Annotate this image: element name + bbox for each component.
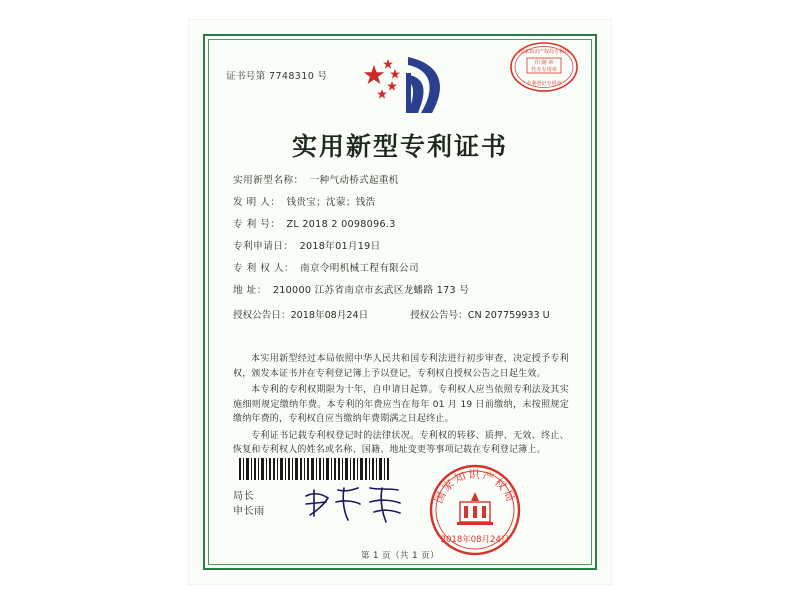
field-row xyxy=(233,263,573,275)
seal-date: 2018年08月24日 xyxy=(440,535,510,545)
page-title: 实用新型专利证书 xyxy=(291,132,508,161)
svg-text:国家知识产权局: 国家知识产权局 xyxy=(432,468,518,506)
field-label: 专 利 号： xyxy=(233,219,281,230)
field-value: 2018年01月19日 xyxy=(299,241,381,252)
signature-block xyxy=(233,490,265,519)
field-row xyxy=(233,285,573,297)
grant-number-label: 授权公告号： xyxy=(410,310,468,321)
svg-text:专利登记专用章: 专利登记专用章 xyxy=(526,81,562,87)
paragraph: 专利证书记载专利权登记时的法律状况。专利权的转移、质押、无效、终止、恢复和专利权人的姓名或名称、国籍、地址变更等事项记载在专利登记簿上。 xyxy=(233,430,569,456)
field-row xyxy=(233,197,573,209)
field-label: 专利申请日： xyxy=(233,241,294,252)
field-value: 一种气动桥式起重机 xyxy=(309,175,399,186)
legal-text xyxy=(233,352,569,460)
svg-text:代办专用章: 代办专用章 xyxy=(531,67,557,73)
patent-emblem-icon xyxy=(358,55,454,117)
certificate-number-value: 7748310 号 xyxy=(269,71,328,82)
grant-row xyxy=(233,307,573,321)
certificate-number-label: 证书号第 xyxy=(226,71,266,82)
director-title: 局长 xyxy=(233,491,255,502)
grant-date xyxy=(233,307,368,321)
director-name: 申长雨 xyxy=(233,505,265,517)
certificate-number xyxy=(226,68,327,82)
handwritten-signature xyxy=(300,482,410,528)
red-oval-seal-top xyxy=(507,40,581,95)
field-value: 钱贵宝；沈蒙；钱浩 xyxy=(286,197,376,208)
field-label: 发 明 人： xyxy=(233,197,281,208)
field-value: 南京令明机械工程有限公司 xyxy=(300,263,419,274)
field-label: 实用新型名称： xyxy=(233,175,304,186)
field-row xyxy=(233,175,573,187)
barcode xyxy=(239,458,391,480)
field-value: 210000 江苏省南京市玄武区龙蟠路 173 号 xyxy=(272,285,470,296)
grant-number xyxy=(410,307,550,321)
field-label: 地 址： xyxy=(233,285,267,296)
grant-date-value: 2018年08月24日 xyxy=(290,310,369,321)
field-row xyxy=(233,219,573,231)
field-list xyxy=(233,175,573,331)
paragraph: 本专利的专利权期限为十年，自申请日起算。专利权人应当依照专利法及其实施细则规定缴纳年费。本专利的年费应当在每年 01 月 19 日前缴纳，未按照规定缴纳年费的，专利权自应当缴纳年费期满之日起终止。 xyxy=(233,385,569,425)
page-number: 第 1 页（共 1 页） xyxy=(360,551,440,561)
red-round-seal-bottom xyxy=(427,462,523,558)
field-row xyxy=(233,241,573,253)
svg-text:印 制 章: 印 制 章 xyxy=(534,60,554,66)
grant-date-label: 授权公告日： xyxy=(233,310,291,321)
field-value: ZL 2018 2 0098096.3 xyxy=(286,219,396,230)
field-label: 专 利 权 人： xyxy=(233,263,295,274)
paragraph: 本实用新型经过本局依照中华人民共和国专利法进行初步审查，决定授予专利权，颁发本证书并在专利登记簿上予以登记，专利权自授权公告之日起生效。 xyxy=(233,354,569,379)
svg-text:国家知识产权局专利局: 国家知识产权局专利局 xyxy=(518,49,570,55)
grant-number-value: CN 207759933 U xyxy=(467,310,550,321)
